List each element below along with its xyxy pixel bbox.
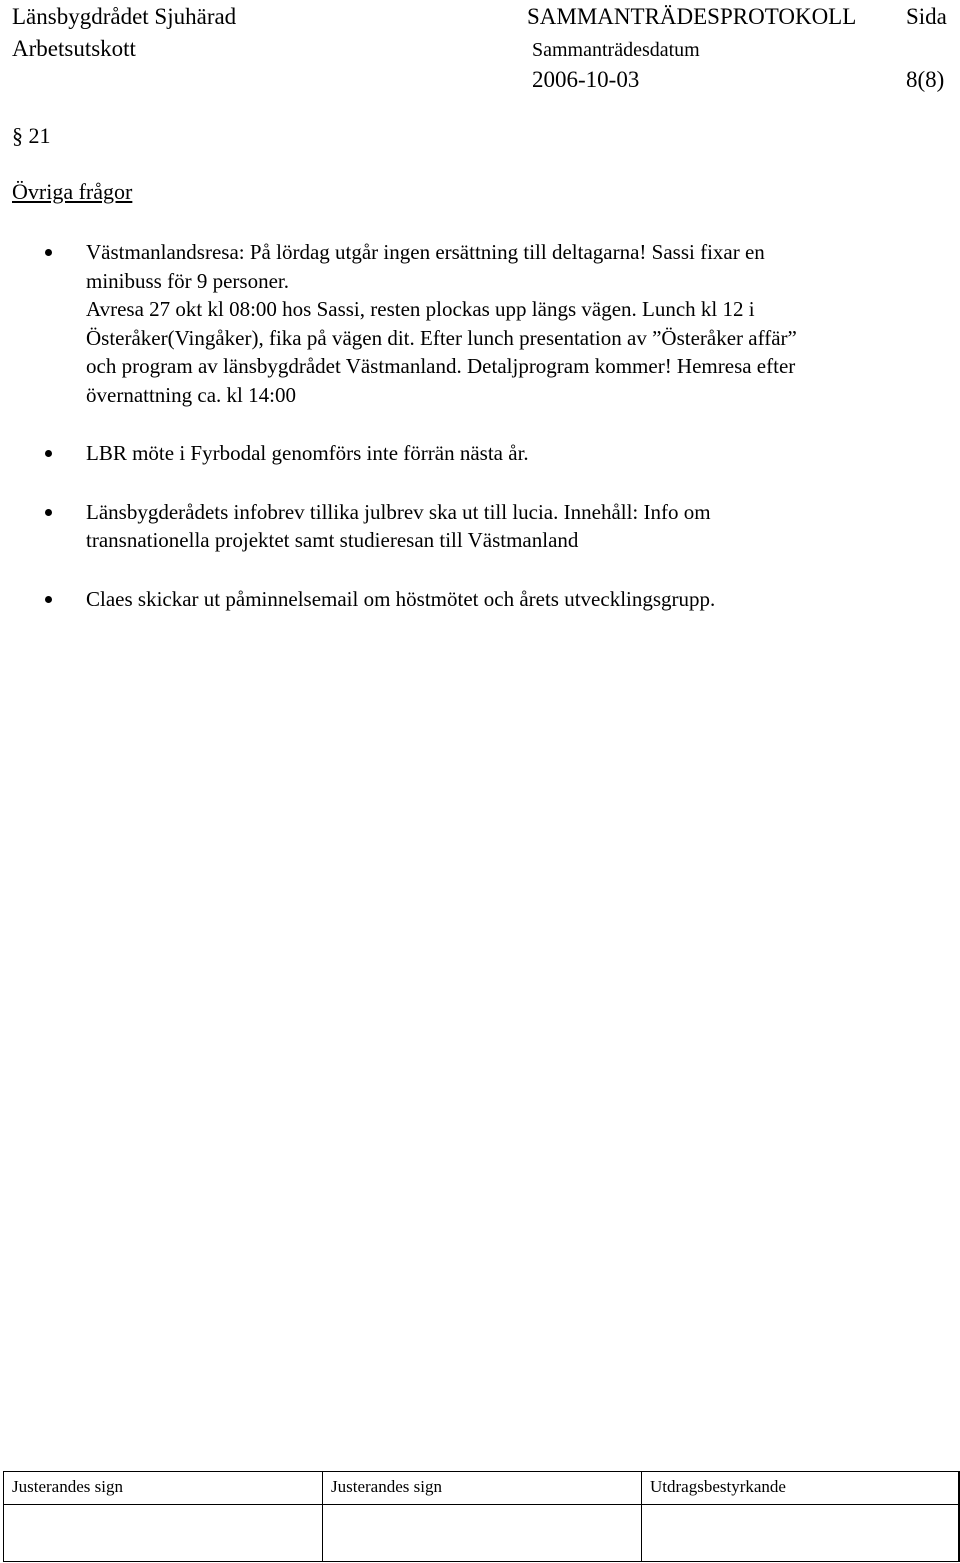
- page-label: Sida: [906, 4, 947, 29]
- item-text-line: LBR möte i Fyrbodal genomförs inte förrän nästa år.: [86, 441, 529, 465]
- item-text-line: Claes skickar ut påminnelsemail om höstmötet och årets utvecklingsgrupp.: [86, 586, 716, 611]
- signature-cell: [4, 1472, 323, 1561]
- meeting-date: 2006-10-03: [532, 67, 640, 92]
- signature-label: Justerandes sign: [12, 1477, 123, 1496]
- item-text-line: minibuss för 9 personer.: [86, 268, 289, 293]
- signature-label: Justerandes sign: [331, 1477, 442, 1496]
- bullet-icon: [45, 509, 52, 516]
- signature-table: [3, 1471, 960, 1562]
- list-item: [0, 238, 950, 409]
- bullet-icon: [45, 450, 52, 457]
- list-item: [0, 585, 950, 614]
- list-item: [0, 439, 950, 468]
- organization-name: Länsbygdrådet Sjuhärad: [12, 4, 237, 29]
- item-text-line: Österåker(Vingåker), fika på vägen dit. Efter lunch presentation av ”Österåker affär”: [86, 325, 797, 350]
- item-text-line: transnationella projektet samt studieresan till Västmanland: [86, 528, 579, 552]
- section-number: § 21: [12, 123, 51, 148]
- certification-cell: [642, 1472, 959, 1561]
- certification-label: Utdragsbestyrkande: [650, 1477, 786, 1496]
- item-text-line: Västmanlandsresa: På lördag utgår ingen ersättning till deltagarna! Sassi fixar en: [86, 240, 765, 264]
- bullet-icon: [45, 249, 52, 256]
- item-text-line: övernattning ca. kl 14:00: [86, 382, 296, 407]
- page-number: 8(8): [906, 67, 945, 92]
- table-divider: [4, 1504, 959, 1505]
- document-type: SAMMANTRÄDESPROTOKOLL: [527, 4, 857, 29]
- section-title: Övriga frågor: [12, 179, 133, 204]
- agenda-list: [0, 238, 950, 613]
- signature-cell: [323, 1472, 642, 1561]
- meeting-date-label: Sammanträdesdatum: [532, 39, 700, 61]
- item-text-line: Avresa 27 okt kl 08:00 hos Sassi, resten plockas upp längs vägen. Lunch kl 12 i: [86, 297, 755, 321]
- item-text-line: och program av länsbygdrådet Västmanland. Detaljprogram kommer! Hemresa efter: [86, 354, 796, 378]
- list-item: [0, 498, 950, 555]
- bullet-icon: [45, 596, 52, 603]
- item-text-line: Länsbygderådets infobrev tillika julbrev ska ut till lucia. Innehåll: Info om: [86, 499, 711, 524]
- committee-name: Arbetsutskott: [12, 36, 136, 61]
